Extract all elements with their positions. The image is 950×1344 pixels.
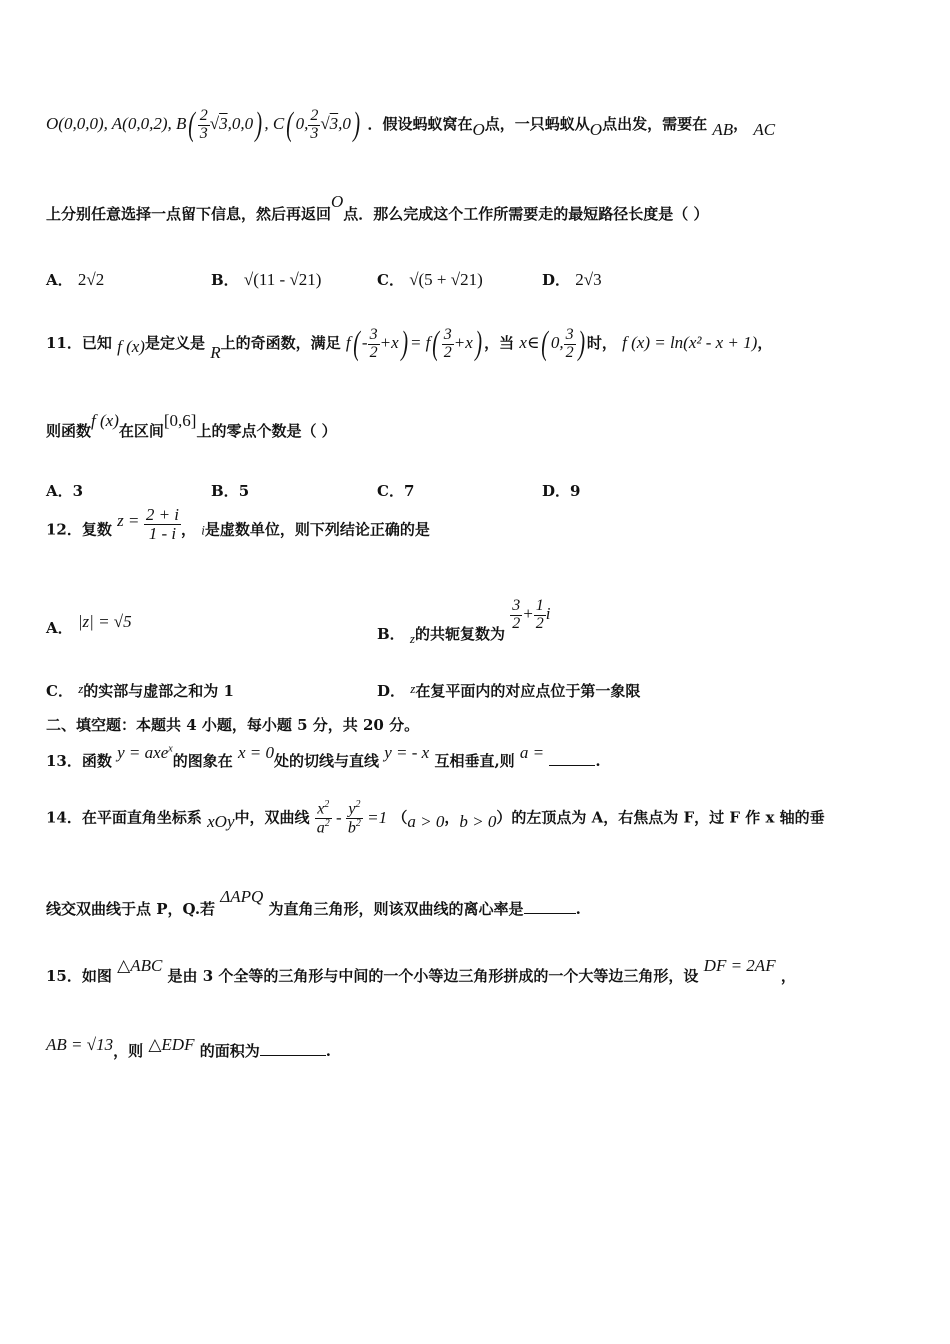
q10-text: 点，一只蚂蚁从 (484, 114, 590, 133)
q15-text: 是由 3 个全等的三角形与中间的一个小等边三角形拼成的一个大等边三角形，设 (167, 967, 699, 985)
option-value: √(5 + √21) (409, 270, 483, 289)
answer-blank[interactable] (524, 899, 576, 914)
hyperbola-equation: $\frac{x^2}{a^2}$ - $\frac{y^2}{b^2}$ =1 (316, 799, 388, 837)
q11-text: 时， (586, 333, 617, 352)
complex-fraction (144, 506, 181, 543)
q14-line1 (46, 800, 825, 837)
q15-line2 (46, 1035, 331, 1061)
answer-blank[interactable] (549, 751, 595, 766)
q10-line1 (46, 106, 775, 144)
period: . (575, 900, 581, 918)
triangle-APQ: ΔAPQ (220, 887, 264, 906)
option-label: B． (211, 482, 239, 500)
option-value: 2√3 (575, 270, 602, 289)
q10-text: 点出发，需要在 (602, 114, 708, 133)
period: . (595, 752, 601, 770)
option-label: D． (542, 482, 571, 500)
option-label: A． (46, 271, 73, 289)
q12-option-a[interactable] (46, 612, 132, 638)
option-text: 的共轭复数为 (414, 625, 505, 644)
side-length: AB = √13 (46, 1035, 114, 1054)
q10-text: ．假设蚂蚁窝在 (367, 114, 473, 133)
q13-text: 处的切线与直线 (273, 752, 379, 770)
option-label: C． (377, 482, 404, 500)
option-value: 7 (403, 482, 415, 500)
point-condition: x = 0 (237, 743, 274, 762)
q14-text: （ (392, 808, 408, 827)
question-number: 14． (46, 808, 82, 827)
option-value: |z| = √5 (77, 612, 132, 631)
triangle-EDF: △EDF (148, 1035, 195, 1054)
q14-text: ）的左顶点为 A，右焦点为 F，过 F 作 x 轴的垂 (496, 808, 825, 827)
q12-option-d[interactable] (377, 680, 640, 701)
option-label: A． (46, 482, 73, 500)
coordinate-system: xOy (207, 811, 235, 831)
q10-text: 上分别任意选择一点留下信息，然后再返回 (46, 205, 332, 223)
option-label: B． (211, 271, 239, 289)
variable-z: z (409, 631, 415, 647)
ratio-condition: DF = 2AF (703, 956, 776, 975)
q14-line2 (46, 887, 581, 919)
equals-sign: = (128, 511, 139, 531)
option-value: √(11 - √21) (243, 270, 322, 289)
answer-blank[interactable] (260, 1041, 326, 1056)
q15-text: 的面积为 (199, 1042, 260, 1060)
q12-line1 (46, 505, 430, 549)
q14-text: 在平面直角坐标系 (81, 808, 202, 827)
q11-option-d[interactable] (542, 480, 580, 501)
function-f: f (x) (91, 411, 119, 430)
q11-text: 是定义是 (144, 333, 205, 352)
q12-option-c[interactable] (46, 680, 234, 701)
q15-line1 (46, 956, 796, 986)
q11-text: 已知 (81, 333, 112, 352)
q12-text: 复数 (81, 520, 112, 539)
imaginary-unit: i (201, 522, 205, 538)
function-f: f (x) (117, 336, 145, 356)
option-label: B． (377, 625, 405, 644)
q10-option-a[interactable] (46, 269, 104, 290)
q12-text: ， (181, 520, 197, 539)
variable-z: z (410, 681, 416, 696)
expr-exponent: x (168, 743, 173, 755)
q11-option-c[interactable] (377, 480, 414, 501)
point-O: O (331, 192, 344, 211)
q11-text: 上的奇函数，满足 (220, 333, 341, 352)
q11-text: 则函数 (46, 422, 92, 440)
q15-text: ，则 (113, 1042, 144, 1060)
question-number: 15． (46, 967, 82, 985)
q11-text: ，当 (484, 333, 515, 352)
q10-formula-points: O(0,0,0), A(0,0,2), B( $\frac{2}{3}$ √3,0,0) , C( 0, $\frac{2}{3}$ √3,0) (46, 106, 360, 143)
segment-AB: AB (712, 119, 734, 139)
function-definition: f (x) = ln(x² - x + 1) (622, 332, 758, 352)
function-expression (117, 743, 173, 762)
question-number: 13． (46, 752, 82, 770)
q13-text: 互相垂直,则 (434, 752, 515, 770)
condition-a: a > 0 (407, 811, 445, 831)
q10-comma: ， (733, 114, 749, 133)
q10-option-c[interactable] (377, 269, 483, 290)
option-text: 在复平面内的对应点位于第一象限 (415, 682, 641, 700)
point-O: O (472, 119, 485, 139)
fraction-denominator: 1 - i (148, 523, 177, 543)
q12-option-b[interactable] (377, 597, 551, 647)
q11-text: 上的零点个数是（ ） (196, 422, 337, 440)
line-equation: y = - x (384, 743, 430, 762)
section-title: 二、填空题：本题共 4 小题，每小题 5 分，共 20 分。 (46, 716, 420, 734)
interval: [0,6] (163, 411, 197, 430)
q11-line1: 11．已知 f (x)是定义是 R上的奇函数，满足 f( - $\frac{3}{2}$ +x) = f( $\frac{3}{2}$ +x) ，当 x∈( 0, $\frac{3}{2}$ ) 时， f (x) = ln(x² - x + 1)， (46, 325, 773, 362)
q13-text: 的图象在 (172, 752, 233, 770)
q15-text: ， (780, 967, 796, 985)
option-label: A． (46, 619, 73, 637)
q11-option-a[interactable] (46, 480, 83, 501)
question-number: 11． (46, 333, 82, 352)
q10-option-d[interactable] (542, 269, 602, 290)
option-label: D． (542, 271, 571, 289)
q14-text: 线交双曲线于点 P，Q.若 (46, 900, 216, 918)
option-label: C． (46, 682, 73, 700)
option-value: 3 (72, 482, 84, 500)
q14-text: ， (444, 808, 460, 827)
question-number: 12． (46, 520, 82, 539)
q15-text: 如图 (81, 967, 112, 985)
q10-line2 (46, 192, 709, 224)
q10-text: 点．那么完成这个工作所需要走的最短路径长度是（ ） (343, 205, 709, 223)
q10-option-b[interactable] (211, 269, 321, 290)
variable-a: a = (519, 743, 545, 762)
option-label: C． (377, 271, 404, 289)
q13-line (46, 743, 601, 771)
set-R: R (210, 342, 221, 362)
q14-text: 为直角三角形，则该双曲线的离心率是 (268, 900, 524, 918)
q11-option-b[interactable] (211, 480, 249, 501)
segment-AC: AC (753, 119, 776, 139)
option-value: 9 (570, 482, 581, 500)
q11-domain: x∈( 0, $\frac{3}{2}$ ) (519, 325, 585, 362)
condition-b: b > 0 (459, 811, 497, 831)
option-value: $\frac{3}{2}$ + $\frac{1}{2}$ i (512, 597, 551, 632)
period: . (325, 1042, 331, 1060)
q11-condition: f( - $\frac{3}{2}$ +x) = f( $\frac{3}{2}$ +x) (345, 325, 482, 362)
q11-line2 (46, 411, 337, 441)
variable-z: z (78, 681, 84, 696)
option-text: 的实部与虚部之和为 1 (83, 682, 234, 700)
q11-text: 在区间 (118, 422, 164, 440)
q12-text: 是虚数单位，则下列结论正确的是 (204, 520, 430, 539)
point-O: O (589, 119, 603, 139)
option-label: D． (377, 682, 406, 700)
q14-text: 中，双曲线 (234, 808, 310, 827)
variable-z: z (117, 511, 124, 531)
q13-text: 函数 (81, 752, 112, 770)
fraction-numerator: 2 + i (145, 505, 180, 524)
option-value: 2√2 (77, 270, 105, 289)
expr-base: y = axe (117, 743, 169, 762)
triangle-ABC: △ABC (117, 956, 163, 975)
option-value: 5 (238, 482, 250, 500)
